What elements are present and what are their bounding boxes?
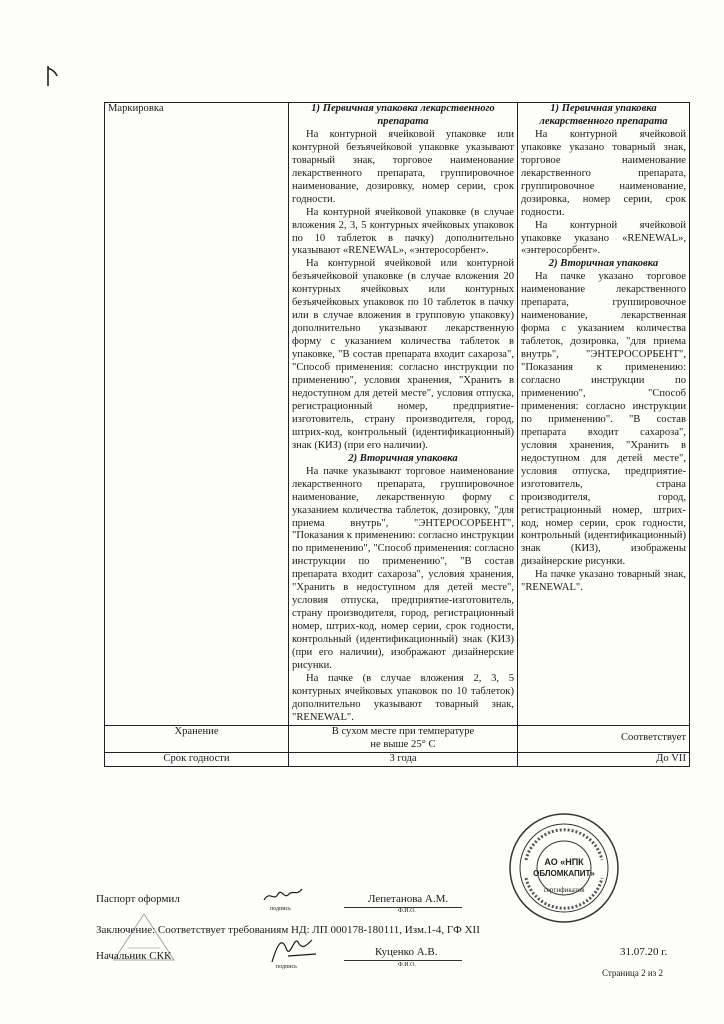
head-signature-caption: подпись	[276, 964, 297, 970]
name-underline	[344, 960, 462, 961]
conclusion-text: Заключение: Соответствует требованиям НД: ЛП 000178-180111, Изм.1-4, ГФ XII	[96, 924, 480, 936]
secondary-pack-title: 2) Вторичная упаковка	[348, 452, 458, 464]
passport-signature	[262, 884, 304, 906]
paragraph: На пачке указано торговое наименование лекарственного препарата, группировочное наименование, лекарственная форма с указанием количества таблеток, дозировка, "для приема внутрь", "ЭНТЕРОСОРБЕНТ", "Показания к применению: согласно инструкции по применению", "Способ применения: согласно инструкции по применению". "В состав препарата входит сахароза", условия хранения, "Хранить в недоступном для детей месте", условия отпуска, предприятие-изготовитель, страна производителя, город, регистрационный номер, штрих-код, номер серии, срок годности, контрольный (идентификационный) знак (КИЗ), изображены дизайнерские рисунки.	[521, 271, 686, 568]
corner-mark	[44, 64, 60, 88]
page-number: Страница 2 из 2	[602, 968, 663, 978]
paragraph: На контурной ячейковой упаковке указано товарный знак, торговое наименование лекарственного препарата, группировочное наименование, дозировка, номер серии, срок годности.	[521, 128, 686, 218]
passport-fio-caption: Ф.И.О.	[398, 908, 416, 914]
head-name: Куценко А.В.	[375, 946, 438, 958]
storage-actual: Соответствует	[518, 725, 690, 752]
primary-pack-title: 1) Первичная упаковка лекарственного препарата	[311, 103, 495, 127]
marking-actual-cell	[518, 103, 690, 726]
marking-label: Маркировка	[105, 103, 289, 726]
seal-certificate-text: сертификатов	[543, 886, 585, 894]
paragraph: На пачке указано товарный знак, "RENEWAL".	[521, 569, 686, 594]
paragraph: На контурной ячейковой упаковке указано «RENEWAL», «энтеросорбент».	[521, 219, 686, 257]
marking-row	[105, 103, 690, 726]
head-fio-caption: Ф.И.О.	[398, 962, 416, 968]
secondary-pack-title: 2) Вторичная упаковка	[548, 258, 659, 270]
shelf-life-label: Срок годности	[105, 752, 289, 766]
storage-value	[289, 725, 518, 752]
storage-row	[105, 725, 690, 752]
company-seal	[508, 812, 620, 924]
passport-signature-caption: подпись	[270, 906, 291, 912]
head-label: Начальник СКК	[96, 950, 172, 962]
paragraph: На контурной ячейковой упаковке (в случае вложения 2, 3, 5 контурных ячейковых упаковок по 10 таблеток в пачку) дополнительно указывают «RENEWAL», «энтеросорбент».	[292, 206, 514, 257]
paragraph: На контурной ячейковой или контурной безъячейковой упаковке (в случае вложения 20 контурных ячейковых или контурных безъячейковых упаковок по 10 таблеток в пачку или в случае вложения в групповую упаковку) дополнительно указывают лекарственную форму с указанием количества таблеток в упаковке, "В состав препарата входит сахароза", "Способ применения: согласно инструкции по применению", условия хранения, "Хранить в недоступном для детей месте", условия отпуска, регистрационный номер, предприятие-изготовитель, страну производителя, город, штрих-код, контрольный (идентификационный) знак (КИЗ) (при его наличии).	[292, 258, 514, 451]
storage-value-line1: В сухом месте при температуре	[331, 725, 475, 737]
marking-requirements-cell	[289, 103, 518, 726]
shelf-life-actual: До VII	[518, 752, 690, 766]
paragraph: На контурной ячейковой упаковке или контурной безъячейковой упаковке указывают товарный знак, торговое наименование лекарственного препарата, группировочное наименование, дозировку, номер серии, срок годности.	[292, 128, 514, 205]
paragraph: На пачке указывают торговое наименование лекарственного препарата, группировочное наименование, лекарственную форму с указанием количества таблеток, дозировку, "для приема внутрь", "ЭНТЕРОСОРБЕНТ", "Показания к применению: согласно инструкции по применению", "Способ применения: согласно инструкции по применению", "В состав препарата входит сахароза", условия хранения, "Хранить в недоступном для детей месте", условия отпуска, предприятие-изготовитель, страну производителя, город, регистрационный номер, штрих-код, номер серии, срок годности, контрольный (идентификационный) знак (КИЗ) (при его наличии), изображают дизайнерские рисунки.	[292, 465, 514, 671]
shelf-life-value: 3 года	[289, 752, 518, 766]
primary-pack-title: 1) Первичная упаковка лекарственного препарата	[539, 103, 668, 127]
passport-name: Лепетанова А.М.	[368, 893, 449, 905]
paragraph: На пачке (в случае вложения 2, 3, 5 контурных ячейковых упаковок по 10 таблеток) дополнительно указывают товарный знак, "RENEWAL".	[292, 672, 514, 723]
storage-value-line2: не выше 25° С	[370, 738, 436, 750]
head-signature	[268, 932, 320, 968]
storage-label: Хранение	[105, 725, 289, 752]
labeling-table	[104, 102, 690, 767]
passport-label: Паспорт оформил	[96, 893, 180, 905]
seal-top-text: АО «НПК	[544, 857, 584, 867]
shelf-life-row	[105, 752, 690, 766]
document-date: 31.07.20 г.	[620, 946, 668, 958]
seal-bottom-text: ОБЛОМКАПИТ»	[533, 869, 595, 878]
